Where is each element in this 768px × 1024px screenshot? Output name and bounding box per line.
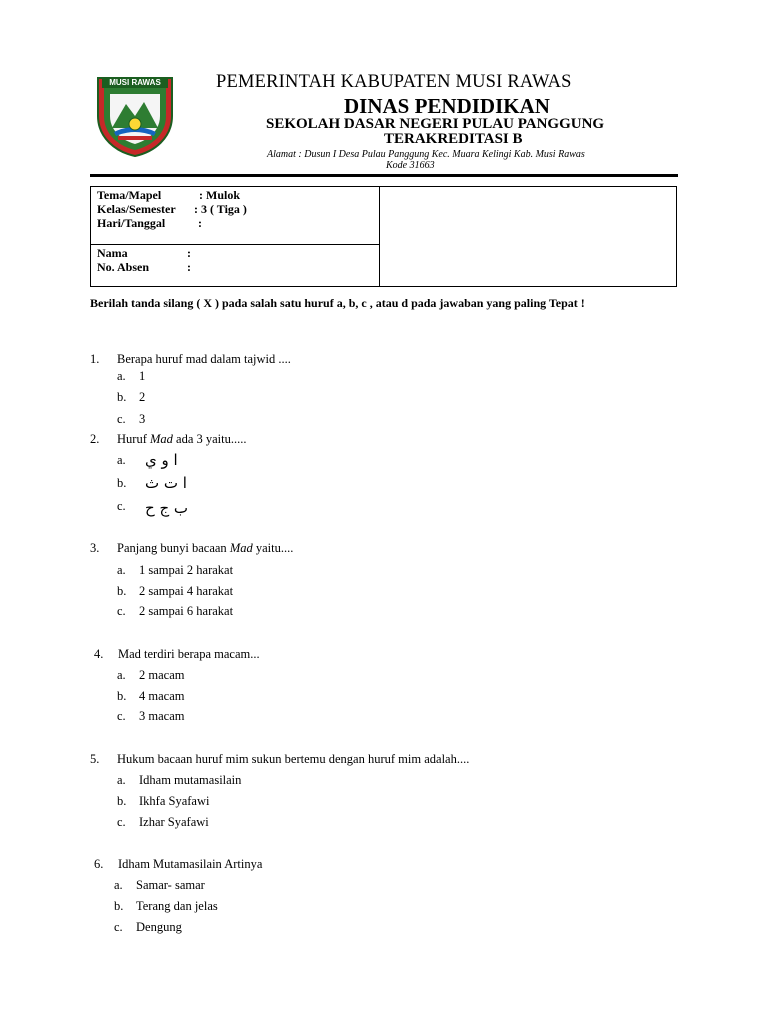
kelas-label: Kelas/Semester xyxy=(97,202,176,216)
option-letter: a. xyxy=(117,453,126,467)
option-text: 4 macam xyxy=(139,689,185,703)
tema-value: : Mulok xyxy=(199,188,241,202)
option-text: 1 sampai 2 harakat xyxy=(139,563,234,577)
question-number: 6. xyxy=(94,857,104,871)
option-letter: c. xyxy=(114,920,123,934)
absen-value: : xyxy=(187,260,191,274)
kelas-value: : 3 ( Tiga ) xyxy=(194,202,247,216)
option-text: 2 xyxy=(139,390,146,404)
instruction-text: Berilah tanda silang ( X ) pada salah satu huruf a, b, c , atau d pada jawaban yang paling Tepat ! xyxy=(90,296,585,310)
question-text-part: ada 3 yaitu..... xyxy=(172,432,247,446)
question-text-part: Panjang bunyi bacaan xyxy=(117,541,230,555)
option-letter: c. xyxy=(117,604,126,618)
crest-icon xyxy=(96,76,174,158)
crest-label: MUSI RAWAS xyxy=(109,78,161,87)
option-text: Ikhfa Syafawi xyxy=(139,794,210,808)
nama-label: Nama xyxy=(97,246,128,260)
question-text-part: Huruf xyxy=(117,432,150,446)
option-text: 2 sampai 6 harakat xyxy=(139,604,234,618)
option-arabic-text: ب ج ح xyxy=(145,499,189,517)
question-text-part: yaitu.... xyxy=(252,541,294,555)
question-number: 2. xyxy=(90,432,100,446)
question-text xyxy=(117,432,247,447)
option-text: 3 xyxy=(139,412,146,426)
question-text: Hukum bacaan huruf mim sukun bertemu dengan huruf mim adalah.... xyxy=(117,752,470,766)
score-box[interactable] xyxy=(380,187,676,286)
option-letter: c. xyxy=(117,412,126,426)
absen-label: No. Absen xyxy=(97,260,150,274)
question-text: Berapa huruf mad dalam tajwid .... xyxy=(117,352,291,366)
student-info-cell xyxy=(91,245,380,286)
option-text: 3 macam xyxy=(139,709,185,723)
hari-label: Hari/Tanggal xyxy=(97,216,166,230)
header-school-name: SEKOLAH DASAR NEGERI PULAU PANGGUNG xyxy=(266,116,605,132)
option-text: Izhar Syafawi xyxy=(139,815,209,829)
option-arabic-text: ا و ي xyxy=(145,451,178,469)
subject-info-cell xyxy=(91,187,380,245)
header-government: PEMERINTAH KABUPATEN MUSI RAWAS xyxy=(216,72,572,92)
option-letter: b. xyxy=(117,794,127,808)
question-text xyxy=(117,541,293,556)
tema-label: Tema/Mapel xyxy=(97,188,162,202)
option-text: Terang dan jelas xyxy=(136,899,218,913)
option-arabic-text: ا ت ث xyxy=(145,474,187,492)
header-postal-code: Kode 31663 xyxy=(386,160,435,171)
option-letter: a. xyxy=(117,668,126,682)
question-number: 1. xyxy=(90,352,100,366)
option-letter: a. xyxy=(117,563,126,577)
question-number: 4. xyxy=(94,647,104,661)
option-letter: c. xyxy=(117,499,126,513)
option-letter: a. xyxy=(114,878,123,892)
question-text: Idham Mutamasilain Artinya xyxy=(118,857,263,871)
option-letter: c. xyxy=(117,815,126,829)
nama-row xyxy=(97,246,373,260)
header-accreditation: TERAKREDITASI B xyxy=(384,131,523,147)
header-address: Alamat : Dusun I Desa Pulau Panggung Kec. Muara Kelingi Kab. Musi Rawas xyxy=(267,149,585,160)
option-letter: b. xyxy=(117,584,127,598)
header-divider xyxy=(90,174,678,177)
option-text: 2 sampai 4 harakat xyxy=(139,584,234,598)
question-text-italic: Mad xyxy=(229,541,253,555)
option-text: 2 macam xyxy=(139,668,185,682)
option-text: 1 xyxy=(139,369,146,383)
question-number: 5. xyxy=(90,752,100,766)
option-text: Samar- samar xyxy=(136,878,205,892)
student-identity-table xyxy=(90,186,677,287)
nama-value: : xyxy=(187,246,191,260)
option-letter: a. xyxy=(117,369,126,383)
question-text-italic: Mad xyxy=(149,432,173,446)
question-text: Mad terdiri berapa macam... xyxy=(118,647,260,661)
option-text: Idham mutamasilain xyxy=(139,773,242,787)
hari-value: : xyxy=(198,216,202,230)
option-letter: b. xyxy=(117,390,127,404)
option-letter: c. xyxy=(117,709,126,723)
option-letter: a. xyxy=(117,773,126,787)
option-letter: b. xyxy=(117,476,127,490)
option-letter: b. xyxy=(114,899,124,913)
hari-row xyxy=(97,216,373,230)
absen-row xyxy=(97,260,373,274)
option-text: Dengung xyxy=(136,920,182,934)
kelas-row xyxy=(97,202,373,216)
school-crest-logo xyxy=(96,76,174,158)
option-letter: b. xyxy=(117,689,127,703)
tema-row xyxy=(97,188,373,202)
header-department: DINAS PENDIDIKAN xyxy=(344,94,550,118)
question-number: 3. xyxy=(90,541,100,555)
